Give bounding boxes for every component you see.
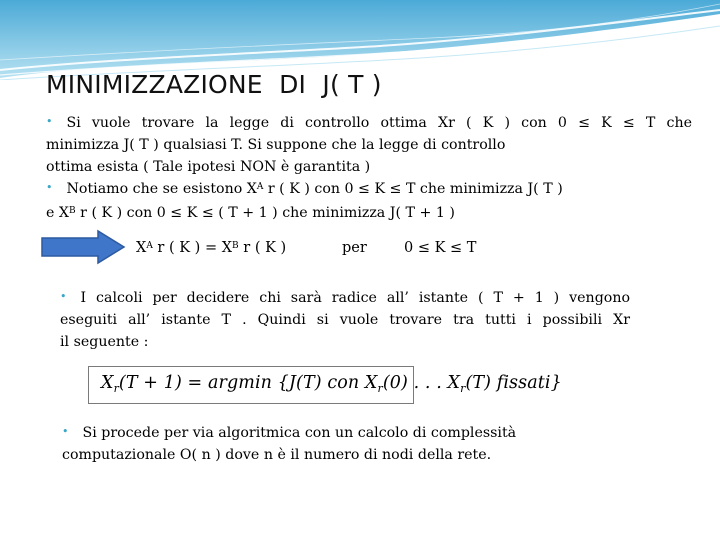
formula-part: (0) . . . X bbox=[382, 373, 461, 393]
bullet2-text2: e X bbox=[46, 205, 70, 221]
bullet1-text1: Si vuole trovare la legge di controllo ottima Xr ( K ) con 0 ≤ K ≤ T che bbox=[66, 115, 692, 131]
bullet2-text1-rest: r ( K ) con 0 ≤ K ≤ T che minimizza J( T ) bbox=[263, 181, 563, 197]
bullet1-line3: ottima esista ( Tale ipotesi NON è garantita ) bbox=[46, 159, 371, 175]
bullet2-text2-rest: r ( K ) con 0 ≤ K ≤ ( T + 1 ) che minimizza J( T + 1 ) bbox=[75, 205, 455, 221]
bullet3-text1: I calcoli per decidere chi sarà radice all’ istante ( T + 1 ) vengono bbox=[80, 290, 630, 306]
superscript-b: B bbox=[69, 206, 76, 216]
bullet-paragraph-3 bbox=[60, 286, 630, 353]
bullet4-line2: computazionale O( n ) dove n è il numero di nodi della rete. bbox=[62, 447, 492, 463]
equation-mid: r ( K ) = X bbox=[152, 240, 233, 256]
formula-sub: r bbox=[460, 382, 466, 395]
bullet1-line2: minimizza J( T ) qualsiasi T. Si suppone che la legge di controllo bbox=[46, 137, 506, 153]
bullet2-line1 bbox=[46, 176, 686, 200]
bullet-paragraph-2 bbox=[46, 176, 686, 224]
argmin-formula bbox=[101, 373, 562, 395]
formula-sub: r bbox=[377, 382, 383, 395]
formula-part: X bbox=[101, 373, 114, 393]
equation-lhs: X bbox=[136, 240, 147, 256]
bullet-icon: • bbox=[62, 425, 69, 438]
header-wave-decoration bbox=[0, 0, 720, 80]
bullet-icon: • bbox=[46, 115, 53, 128]
equation-sup-a: A bbox=[146, 241, 153, 251]
right-arrow-icon bbox=[40, 229, 126, 265]
bullet4-line1 bbox=[62, 421, 632, 444]
bullet4-text1: Si procede per via algoritmica con un calcolo di complessità bbox=[82, 425, 517, 441]
superscript-a: A bbox=[256, 182, 264, 192]
bullet3-line1 bbox=[60, 286, 630, 309]
bullet-paragraph-1 bbox=[46, 111, 692, 178]
bullet3-line2: eseguiti all’ istante T . Quindi si vuole trovare tra tutti i possibili Xr bbox=[60, 312, 630, 328]
bullet-paragraph-4 bbox=[62, 421, 632, 466]
formula-part: (T + 1) = argmin {J(T) con X bbox=[118, 373, 378, 393]
formula-sub: r bbox=[113, 382, 119, 395]
bullet-icon: • bbox=[60, 290, 67, 303]
formula-part: (T) fissati} bbox=[465, 373, 562, 393]
bullet1-line1 bbox=[46, 111, 692, 134]
bullet3-line3: il seguente : bbox=[60, 334, 149, 350]
bullet2-text1: Notiamo che se esistono X bbox=[66, 181, 257, 197]
equation-sup-b: B bbox=[232, 241, 239, 251]
equation-range: 0 ≤ K ≤ T bbox=[404, 240, 477, 256]
equation-per: per bbox=[342, 240, 367, 256]
bullet2-line2 bbox=[46, 200, 686, 224]
equation-line bbox=[136, 240, 286, 256]
bullet-icon: • bbox=[46, 181, 53, 194]
equation-rhs: r ( K ) bbox=[238, 240, 287, 256]
formula-box bbox=[88, 366, 562, 404]
slide-title: MINIMIZZAZIONE DI J( T ) bbox=[46, 70, 382, 99]
